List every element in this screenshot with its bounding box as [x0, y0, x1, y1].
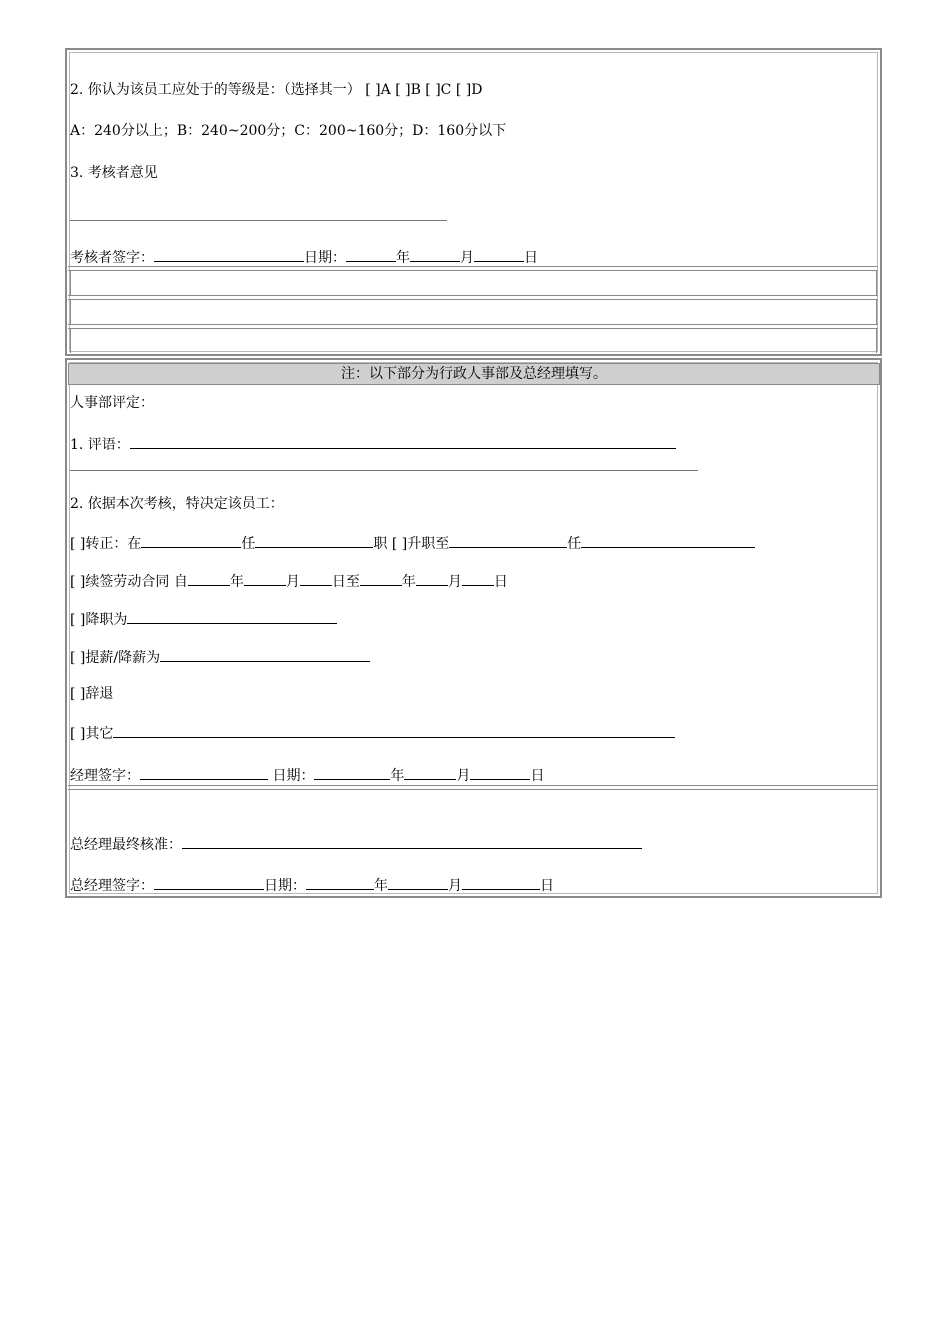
confirm-row	[70, 533, 755, 553]
year-label: 年	[396, 250, 410, 266]
gm-sign-label: 总经理签字：	[70, 878, 154, 894]
reviewer-sign-field[interactable]	[154, 247, 304, 262]
gm-approval-row	[70, 834, 642, 854]
promote-position-field[interactable]	[581, 533, 755, 548]
cell-border-right	[876, 271, 877, 295]
promote-checkbox-label[interactable]: 职 [ ]升职至	[373, 536, 450, 552]
month-label: 月	[447, 574, 462, 590]
reviewer-opinion-heading: 3. 考核者意见	[70, 165, 158, 181]
renew-start-day-field[interactable]	[300, 571, 332, 586]
cell-border-left	[70, 300, 71, 324]
row-divider	[68, 324, 878, 329]
demote-checkbox-label[interactable]: [ ]降职为	[70, 612, 128, 628]
decision-heading: 2. 依据本次考核，特决定该员工：	[70, 496, 284, 512]
month-label: 月	[460, 250, 474, 266]
promote-dept-field[interactable]	[449, 533, 567, 548]
dismiss-row[interactable]: [ ]辞退	[70, 686, 114, 702]
comment-label: 1. 评语：	[70, 437, 130, 453]
gm-day-field[interactable]	[462, 875, 540, 890]
reviewer-opinion-field[interactable]	[70, 220, 447, 221]
cell-border-left	[70, 271, 71, 295]
row-divider	[68, 266, 878, 271]
renew-end-year-field[interactable]	[360, 571, 402, 586]
renew-checkbox-label[interactable]: [ ]续签劳动合同 自	[70, 574, 188, 590]
demote-field[interactable]	[127, 609, 337, 624]
other-field[interactable]	[113, 723, 675, 738]
cell-border-right	[876, 300, 877, 324]
reviewer-month-field[interactable]	[410, 247, 460, 262]
ren-label-2: 任	[567, 536, 582, 552]
renew-end-month-field[interactable]	[416, 571, 448, 586]
confirm-position-field[interactable]	[255, 533, 373, 548]
gm-date-label: 日期：	[264, 878, 306, 894]
confirm-dept-field[interactable]	[141, 533, 241, 548]
renew-start-year-field[interactable]	[188, 571, 230, 586]
comment-field[interactable]	[130, 434, 676, 449]
row-divider	[68, 785, 878, 790]
other-checkbox-label[interactable]: [ ]其它	[70, 726, 114, 742]
manager-sign-field[interactable]	[140, 765, 268, 780]
comment-row	[70, 434, 676, 454]
manager-year-field[interactable]	[314, 765, 390, 780]
year-label: 年	[390, 768, 405, 784]
gm-sign-row	[70, 875, 554, 895]
year-label: 年	[229, 574, 244, 590]
month-label: 月	[456, 768, 471, 784]
manager-sign-row	[70, 765, 544, 785]
demote-row	[70, 609, 337, 629]
year-label: 年	[374, 878, 388, 894]
gm-approval-field[interactable]	[182, 834, 642, 849]
manager-sign-label: 经理签字：	[70, 768, 140, 784]
gm-year-field[interactable]	[306, 875, 374, 890]
day-label: 日	[493, 574, 508, 590]
row-divider	[68, 295, 878, 300]
year-label: 年	[401, 574, 416, 590]
confirm-checkbox-label[interactable]: [ ]转正：在	[70, 536, 142, 552]
cell-border-left	[70, 329, 71, 353]
comment-field-line2[interactable]	[70, 470, 698, 471]
cell-border-right	[876, 329, 877, 353]
renew-row	[70, 571, 508, 591]
other-row	[70, 723, 675, 743]
renew-end-day-field[interactable]	[462, 571, 494, 586]
manager-day-field[interactable]	[470, 765, 530, 780]
month-label: 月	[448, 878, 462, 894]
gm-approval-label: 总经理最终核准：	[70, 837, 182, 853]
reviewer-sign-label: 考核者签字：	[70, 250, 154, 266]
manager-month-field[interactable]	[404, 765, 456, 780]
gm-sign-field[interactable]	[154, 875, 264, 890]
reviewer-sign-row	[70, 247, 538, 267]
hr-evaluation-title: 人事部评定：	[70, 395, 154, 411]
grade-criteria: A：240分以上；B：240~200分；C：200~160分；D：160分以下	[70, 123, 507, 139]
manager-date-label: 日期：	[268, 768, 315, 784]
section-note: 注：以下部分为行政人事部及总经理填写。	[68, 363, 880, 385]
month-label: 月	[285, 574, 300, 590]
day-label: 日	[530, 768, 545, 784]
day-label: 日	[540, 878, 554, 894]
gm-month-field[interactable]	[388, 875, 448, 890]
salary-field[interactable]	[160, 647, 370, 662]
day-label: 日	[524, 250, 538, 266]
reviewer-date-label: 日期：	[304, 250, 346, 266]
salary-checkbox-label[interactable]: [ ]提薪/降薪为	[70, 650, 161, 666]
reviewer-year-field[interactable]	[346, 247, 396, 262]
grade-question: 2. 你认为该员工应处于的等级是：（选择其一） [ ]A [ ]B [ ]C [ ]D	[70, 82, 483, 98]
day-to-label: 日至	[331, 574, 360, 590]
reviewer-day-field[interactable]	[474, 247, 524, 262]
renew-start-month-field[interactable]	[244, 571, 286, 586]
ren-label: 任	[241, 536, 256, 552]
salary-row	[70, 647, 370, 667]
